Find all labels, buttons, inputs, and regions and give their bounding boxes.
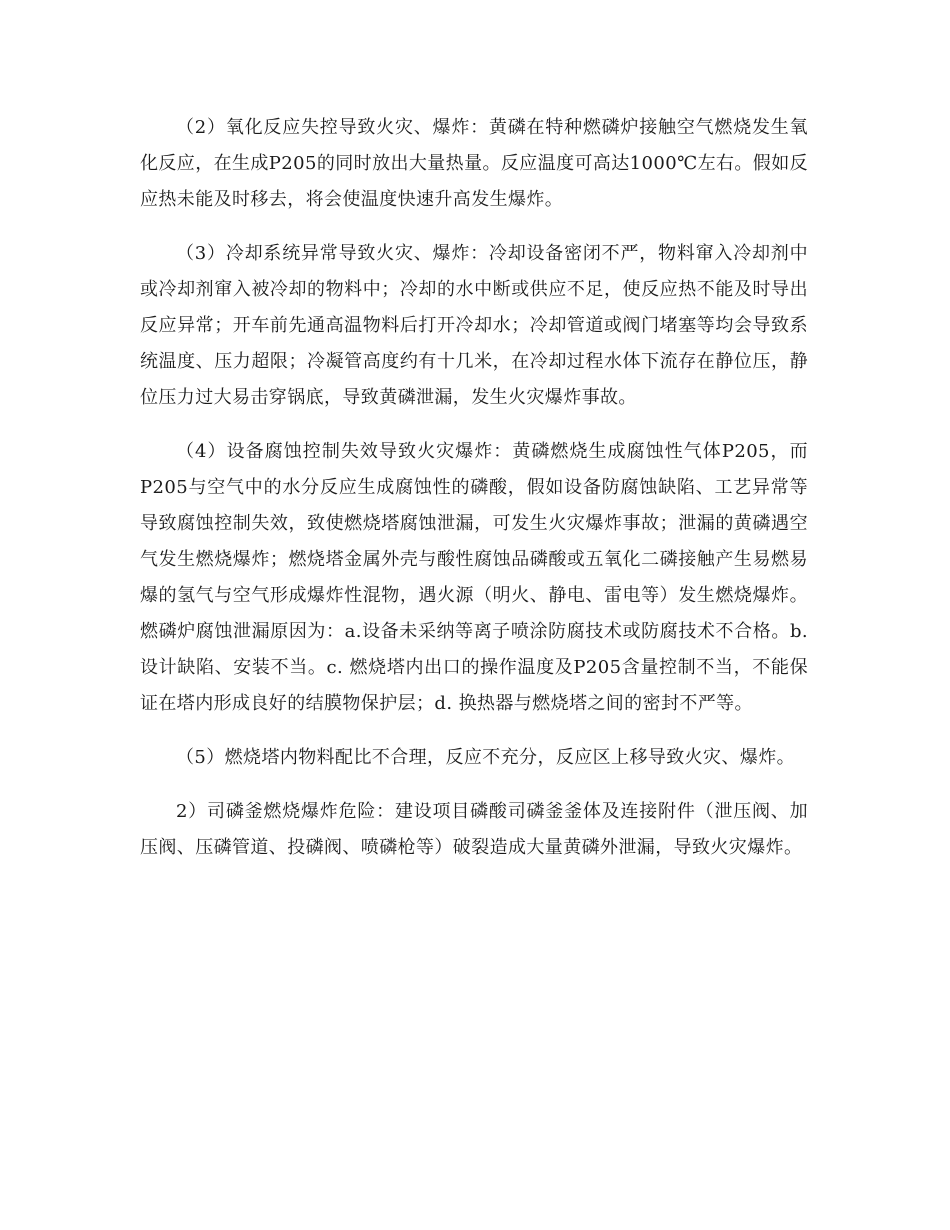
paragraph-material-ratio: （5）燃烧塔内物料配比不合理，反应不充分，反应区上移导致火灾、爆炸。 <box>176 747 796 768</box>
document-body <box>140 110 808 884</box>
paragraph-cooling-failure: （3）冷却系统异常导致火灾、爆炸：冷却设备密闭不严，物料窜入冷却剂中或冷却剂窜入被冷却的物料中；冷却的水中断或供应不足，使反应热不能及时导出反应异常；开车前先通高温物料后打开冷却水；冷却管道或阀门堵塞等均会导致系统温度、压力超限；冷凝管高度约有十几米，在冷却过程水体下流存在静位压，静位压力过大易击穿锅底，导致黄磷泄漏，发生火灾爆炸事故。 <box>140 243 808 408</box>
paragraph-corrosion-failure: （4）设备腐蚀控制失效导致火灾爆炸：黄磷燃烧生成腐蚀性气体P205，而P205与空气中的水分反应生成腐蚀性的磷酸，假如设备防腐蚀缺陷、工艺异常等导致腐蚀控制失效，致使燃烧塔腐蚀泄漏，可发生火灾爆炸事故；泄漏的黄磷遇空气发生燃烧爆炸；燃烧塔金属外壳与酸性腐蚀品磷酸或五氧化二磷接触产生易燃易爆的氢气与空气形成爆炸性混物，遇火源（明火、静电、雷电等）发生燃烧爆炸。燃磷炉腐蚀泄漏原因为：a.设备未采纳等离子喷涂防腐技术或防腐技术不合格。b.设计缺陷、安装不当。c. 燃烧塔内出口的操作温度及P205含量控制不当，不能保证在塔内形成良好的结膜物保护层；d. 换热器与燃烧塔之间的密封不严等。 <box>140 441 808 714</box>
paragraph-oxidation-runaway: （2）氧化反应失控导致火灾、爆炸：黄磷在特种燃磷炉接触空气燃烧发生氧化反应，在生成P205的同时放出大量热量。反应温度可高达1000℃左右。假如反应热未能及时移去，将会使温度快速升高发生爆炸。 <box>140 117 809 210</box>
paragraph-reactor-explosion: 2）司磷釜燃烧爆炸危险：建设项目磷酸司磷釜釜体及连接附件（泄压阀、加压阀、压磷管道、投磷阀、喷磷枪等）破裂造成大量黄磷外泄漏，导致火灾爆炸。 <box>140 801 808 858</box>
